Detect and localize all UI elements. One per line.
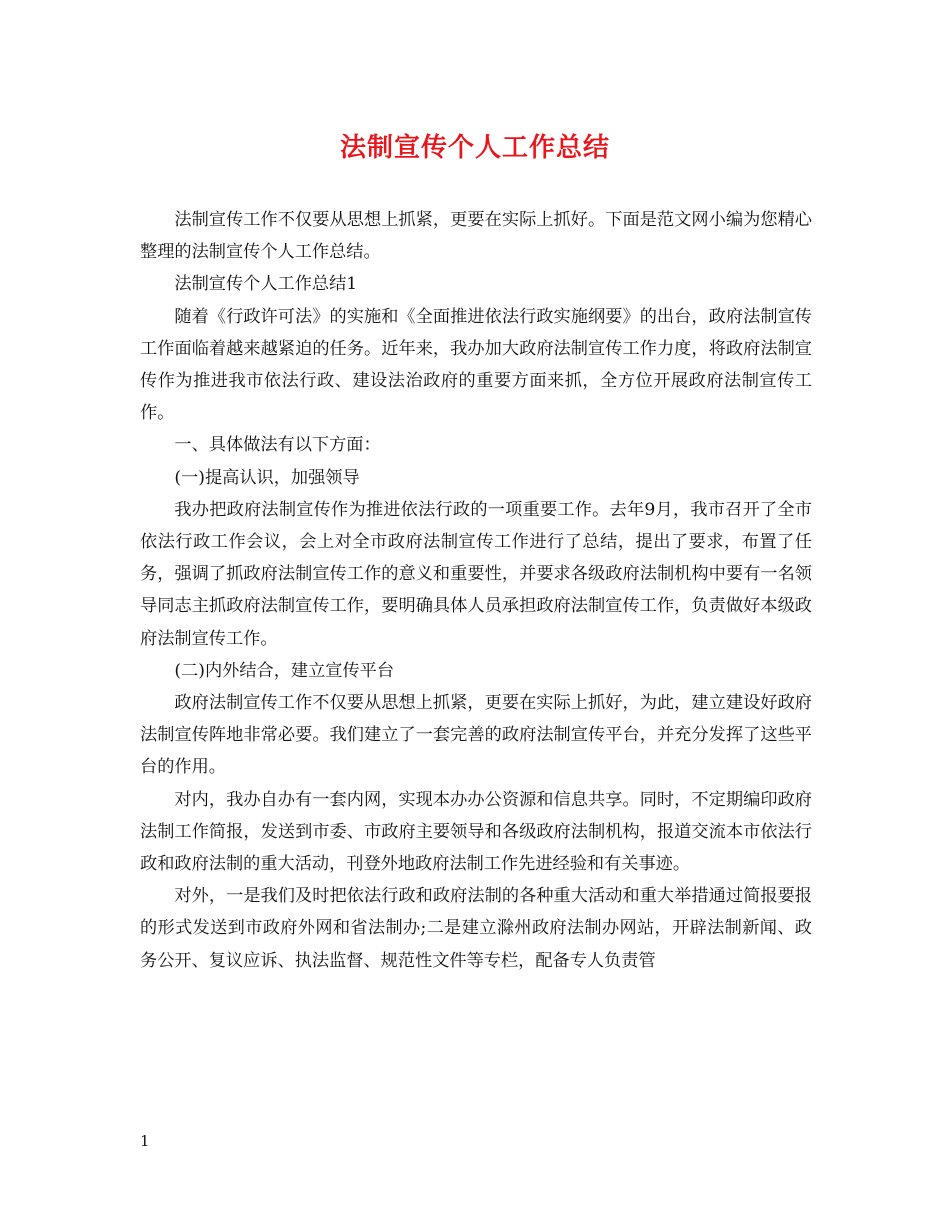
paragraph: 对外，一是我们及时把依法行政和政府法制的各种重大活动和重大举措通过简报要报的形式发送到市政府外网和省法制办;二是建立滁州政府法制办网站，开辟法制新闻、政务公开、复议应诉、执法监督、规范性文件等专栏，配备专人负责管 — [140, 886, 812, 971]
paragraph: (二)内外结合，建立宣传平台 — [174, 660, 395, 681]
paragraph: (一)提高认识，加强领导 — [174, 467, 360, 488]
document-title: 法制宣传个人工作总结 — [339, 133, 610, 163]
paragraph: 法制宣传个人工作总结1 — [174, 274, 358, 295]
paragraph: 政府法制宣传工作不仅要从思想上抓紧，更要在实际上抓好，为此，建立建设好政府法制宣传阵地非常必要。我们建立了一套完善的政府法制宣传平台，并充分发挥了这些平台的作用。 — [140, 693, 812, 778]
paragraph: 法制宣传工作不仅要从思想上抓紧，更要在实际上抓好。下面是范文网小编为您精心整理的法制宣传个人工作总结。 — [140, 210, 812, 263]
page-number: 1 — [140, 1132, 150, 1150]
paragraph: 随着《行政许可法》的实施和《全面推进依法行政实施纲要》的出台，政府法制宣传工作面临着越来越紧迫的任务。近年来，我办加大政府法制宣传工作力度，将政府法制宣传作为推进我市依法行政、建设法治政府的重要方面来抓，全方位开展政府法制宣传工作。 — [140, 306, 812, 424]
paragraph: 对内，我办自办有一套内网，实现本办办公资源和信息共享。同时，不定期编印政府法制工作简报，发送到市委、市政府主要领导和各级政府法制机构，报道交流本市依法行政和政府法制的重大活动，刊登外地政府法制工作先进经验和有关事迹。 — [140, 789, 812, 875]
paragraph: 一、具体做法有以下方面： — [174, 435, 381, 456]
document-body — [140, 204, 812, 977]
paragraph: 我办把政府法制宣传作为推进依法行政的一项重要工作。去年9月，我市召开了全市依法行政工作会议，会上对全市政府法制宣传工作进行了总结，提出了要求，布置了任务，强调了抓政府法制宣传工作的意义和重要性，并要求各级政府法制机构中要有一名领导同志主抓政府法制宣传工作，要明确具体人员承担政府法制宣传工作，负责做好本级政府法制宣传工作。 — [140, 499, 812, 649]
